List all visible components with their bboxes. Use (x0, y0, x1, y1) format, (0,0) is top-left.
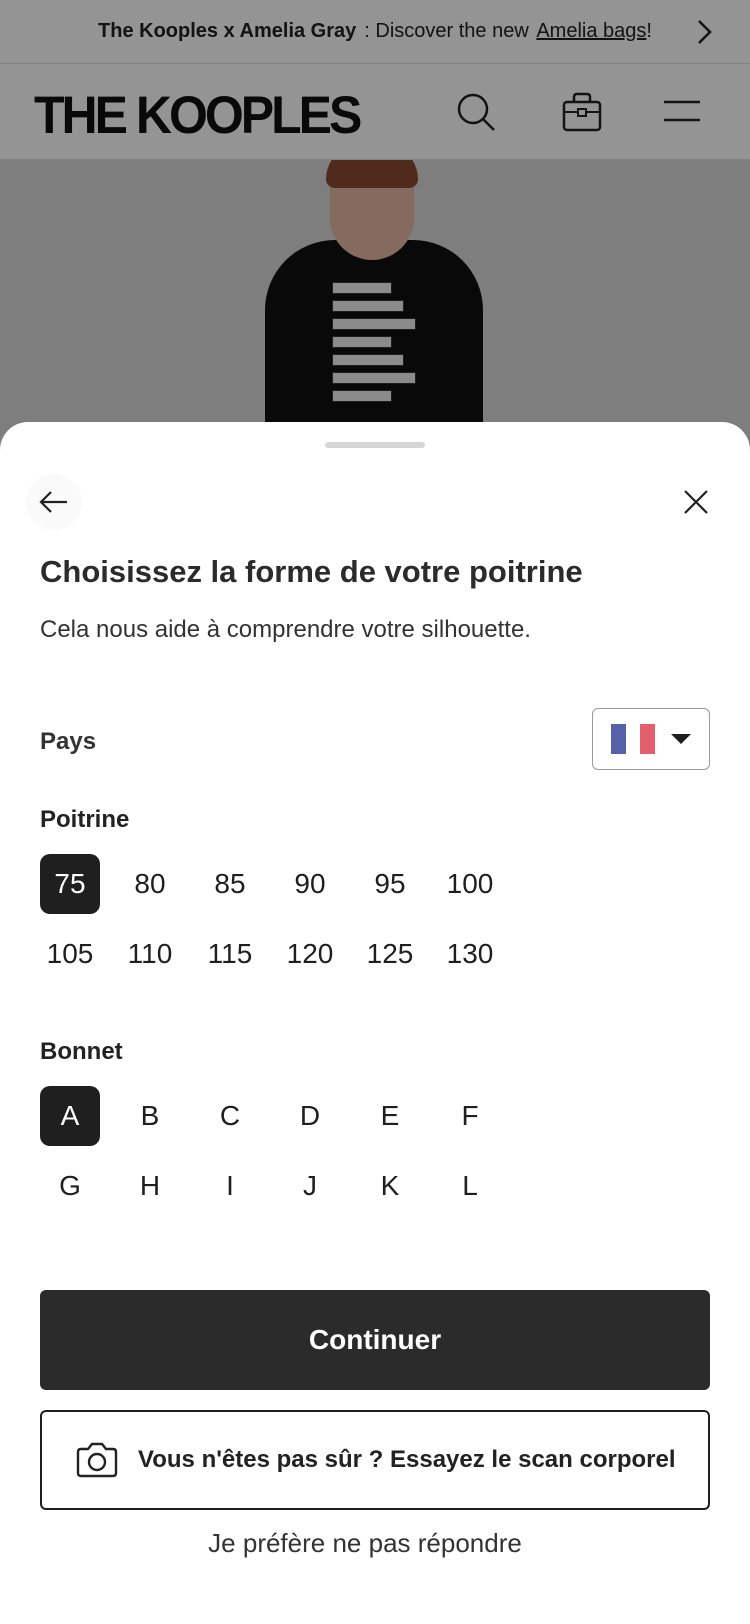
chest-option-80[interactable]: 80 (134, 868, 166, 899)
cup-option-f[interactable]: F (461, 1100, 479, 1131)
flag-stripe-red (640, 724, 655, 754)
chest-option-75[interactable]: 75 (40, 854, 100, 914)
body-scan-label: Vous n'êtes pas sûr ? Essayez le scan corporel (138, 1446, 676, 1473)
sheet-title: Choisissez la forme de votre poitrine (40, 554, 583, 589)
announcement-text: : Discover the new (364, 20, 529, 42)
france-flag-icon (611, 724, 655, 754)
cup-option-b[interactable]: B (140, 1100, 160, 1131)
cup-option-d[interactable]: D (299, 1100, 321, 1131)
cup-option-k[interactable]: K (380, 1170, 400, 1201)
chest-option-120[interactable]: 120 (286, 938, 334, 969)
country-label: Pays (40, 728, 97, 755)
cup-option-l[interactable]: L (462, 1170, 478, 1201)
drag-handle[interactable] (325, 442, 425, 448)
announcement-brand: The Kooples x Amelia Gray (98, 20, 357, 42)
chest-label: Poitrine (40, 806, 130, 833)
continue-button[interactable]: Continuer (40, 1290, 710, 1390)
cup-option-j[interactable]: J (303, 1170, 317, 1201)
chest-option-100[interactable]: 100 (446, 868, 494, 899)
chest-option-105[interactable]: 105 (46, 938, 94, 969)
chest-options (40, 854, 500, 984)
brand-logo[interactable]: THE KOOPLES (34, 85, 360, 145)
chest-option-115[interactable]: 115 (207, 938, 253, 969)
back-button[interactable] (26, 474, 82, 530)
chest-option-110[interactable]: 110 (127, 938, 173, 969)
caret-down-icon (671, 734, 691, 744)
cup-option-c[interactable]: C (219, 1100, 241, 1131)
flag-stripe-blue (611, 724, 626, 754)
cup-option-g[interactable]: G (59, 1170, 81, 1201)
skip-answer-link[interactable]: Je préfère ne pas répondre (208, 1528, 522, 1558)
country-select[interactable] (592, 708, 710, 770)
camera-icon (74, 1440, 120, 1480)
chest-option-85[interactable]: 85 (214, 868, 246, 899)
cup-option-e[interactable]: E (380, 1100, 400, 1131)
chest-option-90[interactable]: 90 (294, 868, 326, 899)
announcement-link[interactable]: Amelia bags (536, 20, 647, 42)
chest-option-125[interactable]: 125 (366, 938, 414, 969)
flag-stripe-white (626, 724, 641, 754)
close-button[interactable] (668, 474, 724, 530)
sheet-subtitle: Cela nous aide à comprendre votre silhouette. (40, 616, 531, 643)
chest-option-130[interactable]: 130 (446, 938, 494, 969)
cup-options (40, 1086, 500, 1216)
size-bottom-sheet (0, 422, 750, 1624)
arrow-left-icon (37, 485, 71, 519)
cup-label: Bonnet (40, 1038, 123, 1065)
cup-option-a[interactable]: A (40, 1086, 100, 1146)
body-scan-button[interactable] (40, 1410, 710, 1510)
cup-option-i[interactable]: I (226, 1170, 234, 1201)
cup-option-h[interactable]: H (139, 1170, 161, 1201)
close-icon (681, 487, 711, 517)
chest-option-95[interactable]: 95 (374, 868, 406, 899)
announcement-suffix: ! (646, 20, 652, 42)
